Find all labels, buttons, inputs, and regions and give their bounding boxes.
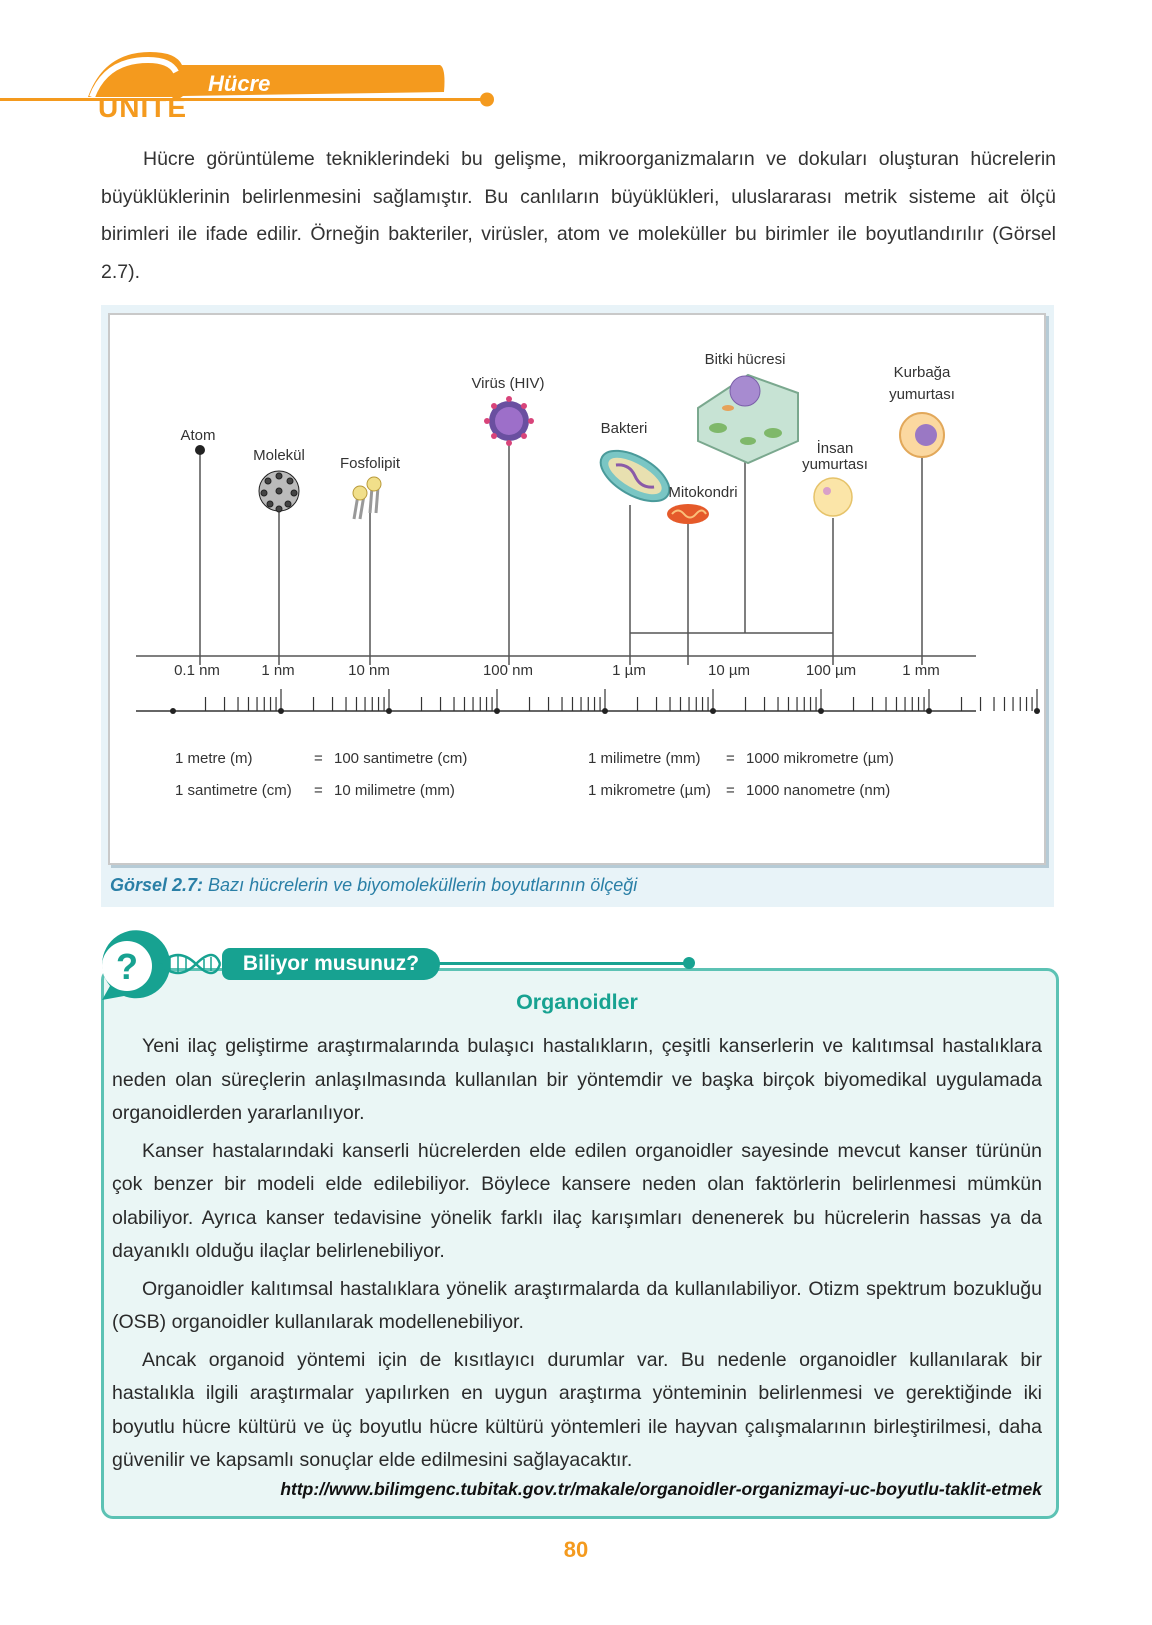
scale-decade-point [818,708,824,714]
did-you-know-label: Biliyor musunuz? [222,948,440,980]
conv-r2-right-val: 1000 nanometre (nm) [746,782,891,799]
scale-label-3: 100 nm [482,662,534,679]
conv-r1-left-eq: = [314,750,323,767]
scale-label-0: 0.1 nm [174,662,220,679]
conv-r2-right: 1 mikrometre (µm) [588,782,711,799]
label-bacteria: Bakteri [600,420,648,437]
virus-icon [484,396,534,446]
scale-decade-point [710,708,716,714]
intro-text: Hücre görüntüleme tekniklerindeki bu gelişme, mikroorganizmaların ve dokuları oluşturan hücrelerin büyüklüklerinin belirlenmesini sağlamıştır. Bu canlıların büyüklükleri, uluslararası metrik sisteme ait ölçü birimleri ile ifade edilir. Örneğin bakteriler, virüsler, atom ve moleküller bu birimler ile boyutlandırılır (Görsel 2.7). [101,148,1056,283]
scale-decade-point [278,708,284,714]
caption-text: Bazı hücrelerin ve biyomoleküllerin boyutlarının ölçeği [203,875,638,895]
conv-r2-right-eq: = [726,782,735,799]
scale-ticks [206,689,1037,711]
conv-r1-right-eq: = [726,750,735,767]
did-you-know-text [112,1030,1042,1482]
conv-r2-left-eq: = [314,782,323,799]
phospholipid-icon [353,477,381,519]
scale-label-1: 1 nm [261,662,295,679]
did-you-know-title: Organoidler [516,990,638,1014]
mitochondria-icon [667,504,709,524]
plant-cell-icon [698,375,798,463]
unit-word: ÜNİTE [98,92,187,123]
source-link[interactable]: http://www.bilimgenc.tubitak.gov.tr/makale/organoidler-organizmayi-uc-boyutlu-taklit-etmek [280,1479,1042,1499]
scale-label-2: 10 nm [348,662,390,679]
frog-egg-icon [900,413,944,457]
label-plant-cell: Bitki hücresi [704,351,786,368]
scale-label-4: 1 µm [612,662,646,679]
label-molecule: Molekül [253,447,305,464]
label-virus: Virüs (HIV) [471,375,545,392]
scale-label-7: 1 mm [902,662,940,679]
unit-number: 2. [127,64,148,91]
bacteria-icon [593,441,678,512]
conv-r1-right: 1 milimetre (mm) [588,750,701,767]
did-you-know-line [438,962,690,965]
size-scale-figure [108,313,1046,865]
conv-r2-left-val: 10 milimetre (mm) [334,782,455,799]
intro-paragraph [101,141,1056,291]
label-atom: Atom [180,427,216,444]
page-number: 80 [563,1537,589,1562]
did-you-know-dot [683,957,695,969]
scale-label-5: 10 µm [708,662,750,679]
conv-r2-left: 1 santimetre (cm) [175,782,292,799]
label-phospholipid: Fosfolipit [339,455,401,472]
unit-title: Hücre [208,71,271,96]
scale-label-6: 100 µm [805,662,857,679]
scale-decade-point [1034,708,1040,714]
svg-text:?: ? [116,946,138,987]
conv-r1-left-val: 100 santimetre (cm) [334,750,468,767]
atom-icon [195,445,205,455]
label-frog-egg-1: Kurbağa [893,364,951,381]
human-egg-icon [814,478,852,516]
scale-decade-point [926,708,932,714]
conv-r1-right-val: 1000 mikrometre (µm) [746,750,894,767]
know-paragraph-1: Yeni ilaç geliştirme araştırmalarında bulaşıcı hastalıkların, çeşitli kanserlerin ve kalıtımsal hastalıklara neden olan süreçlerin anlaşılmasında kullanılan bir yöntemdir ve başka birçok biyomedikal uygulamada organoidlerden yararlanılıyor. [112,1035,1042,1124]
know-paragraph-3: Organoidler kalıtımsal hastalıklara yönelik araştırmalarda da kullanılabiliyor. Otizm spektrum bozukluğu (OSB) organoidler kullanılarak modellenebiliyor. [112,1277,1042,1333]
molecule-icon [259,471,299,512]
know-paragraph-4: Ancak organoid yöntemi için de kısıtlayıcı durumlar var. Bu nedenle organoidler kullanılarak bir hastalıkla ilgili araştırmalar yapılırken en uygun araştırma yönteminin belirlenmesi ve gerektiğinde iki boyutlu hücre kültürü ve üç boyutlu hücre kültürü yöntemleri ile hayvan çalışmalarının birleştirilmesi, daha güvenilir ve kapsamlı sonuçlar elde edilmesini sağlayacaktır. [112,1348,1042,1471]
label-human-egg-2: yumurtası [802,456,868,473]
scale-decade-point [494,708,500,714]
scale-decade-point [386,708,392,714]
label-human-egg-1: İnsan [816,440,854,457]
caption-label: Görsel 2.7: [110,875,204,895]
scale-decade-point [170,708,176,714]
scale-decade-point [602,708,608,714]
know-paragraph-2: Kanser hastalarındaki kanserli hücrelerden elde edilen organoidler sayesinde mevcut kanser türünün çok benzer bir modeli elde edilebiliyor. Böylece kansere neden olan faktörlerin belirlenmesi mümkün olabiliyor. Ayrıca kanser tedavisine yönelik farklı ilaç karışımları denenerek bu hücrelerin hassas ya da dayanıklı olduğu ilaçlar belirlenebiliyor. [112,1139,1042,1262]
label-frog-egg-2: yumurtası [889,386,955,403]
label-mitochondria: Mitokondri [668,484,738,501]
conv-r1-left: 1 metre (m) [175,750,253,767]
figure-caption [110,875,637,896]
